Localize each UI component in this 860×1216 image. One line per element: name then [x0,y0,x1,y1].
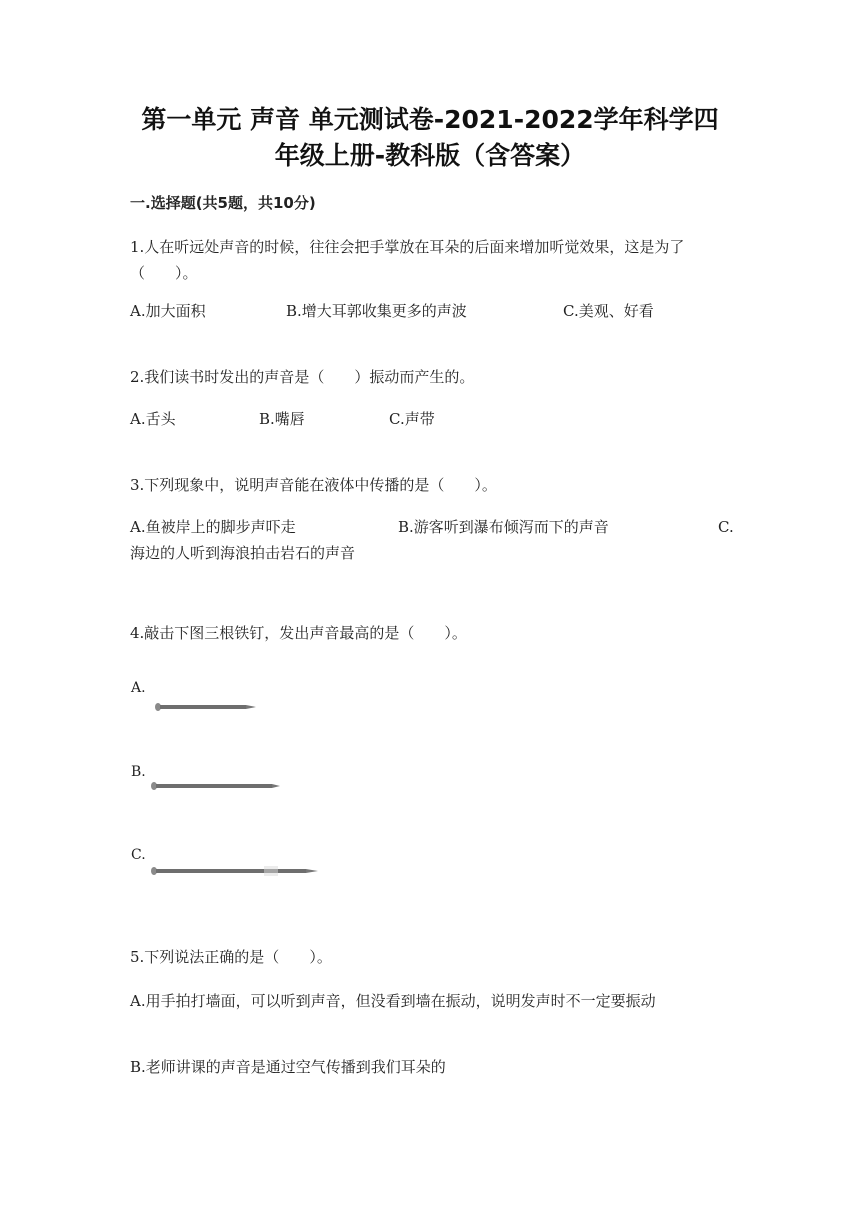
question-2-option-c: C.声带 [389,410,435,428]
question-5-stem: 5.下列说法正确的是（ ）。 [130,948,332,966]
question-3-option-c-label: C. [718,518,734,536]
question-2-option-a: A.舌头 [130,410,176,428]
document-title [120,102,740,174]
question-3-stem: 3.下列现象中，说明声音能在液体中传播的是（ ）。 [130,476,497,494]
question-4-option-a: A. [131,680,146,696]
question-3-option-b: B.游客听到瀑布倾泻而下的声音 [398,518,609,536]
question-3-option-c-text: 海边的人听到海浪拍击岩石的声音 [130,544,356,562]
short-nail-image [150,700,260,714]
question-4-option-c: C. [131,847,146,863]
question-1-option-b: B.增大耳郭收集更多的声波 [286,302,467,320]
question-2-stem: 2.我们读书时发出的声音是（ ）振动而产生的。 [130,368,475,386]
title-line-2: 年级上册-教科版（含答案） [274,141,586,170]
long-nail-image [146,863,326,879]
question-1-stem: 1.人在听远处声音的时候，往往会把手掌放在耳朵的后面来增加听觉效果，这是为了（ ）。 [130,238,685,282]
question-4-stem: 4.敲击下图三根铁钉，发出声音最高的是（ ）。 [130,624,467,642]
question-3-option-a: A.鱼被岸上的脚步声吓走 [130,518,296,536]
section-heading: 一.选择题(共5题，共10分) [130,194,316,212]
question-1-option-c: C.美观、好看 [563,302,654,320]
question-4-option-b: B. [131,764,146,780]
medium-nail-image [146,779,286,793]
title-line-1: 第一单元 声音 单元测试卷-2021-2022学年科学四 [141,105,719,134]
question-5-option-a: A.用手拍打墙面，可以听到声音，但没看到墙在振动，说明发声时不一定要振动 [130,992,656,1010]
question-5-option-b: B.老师讲课的声音是通过空气传播到我们耳朵的 [130,1058,446,1076]
question-1-option-a: A.加大面积 [130,302,206,320]
question-2-option-b: B.嘴唇 [259,410,305,428]
